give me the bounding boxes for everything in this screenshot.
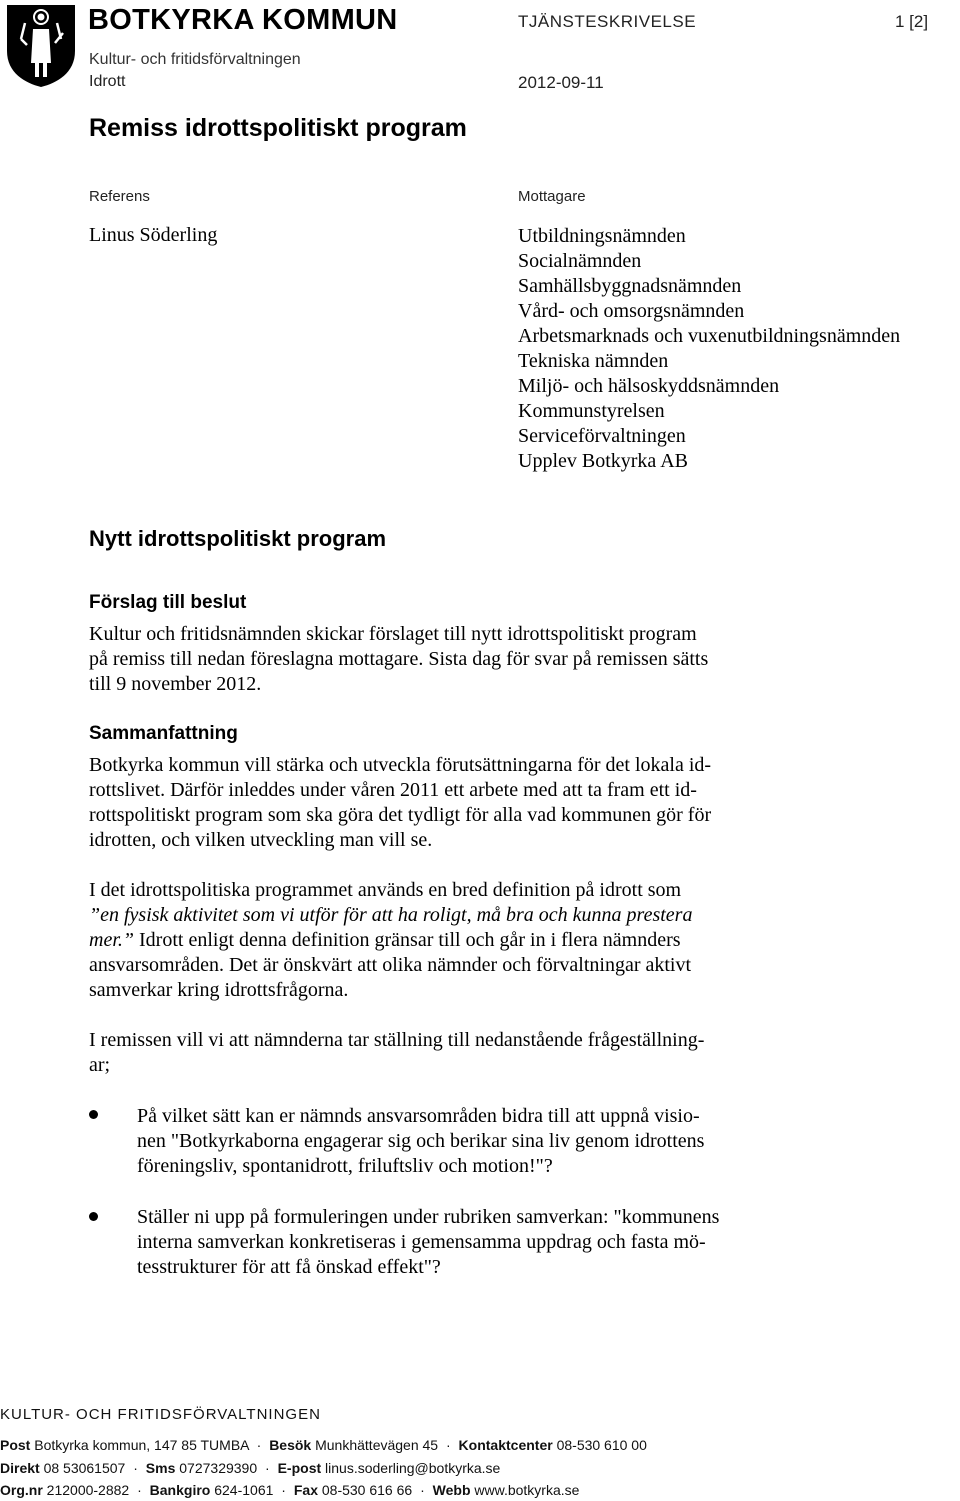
footer-separator: · <box>281 1482 286 1498</box>
footer-label: Bankgiro <box>149 1482 211 1498</box>
recipient-item: Arbetsmarknads och vuxenutbildningsnämnden <box>518 325 901 347</box>
footer-label: Kontaktcenter <box>458 1437 553 1453</box>
text-line: rottspolitiskt program som ska göra det tydligt för alla vad kommunen gör för <box>89 804 712 826</box>
text-line: samverkar kring idrottsfrågorna. <box>89 979 349 1001</box>
text-line: på remiss till nedan föreslagna mottagare. Sista dag för svar på remissen sätts <box>89 648 709 670</box>
recipient-item: Miljö- och hälsoskyddsnämnden <box>518 375 780 397</box>
text-line: tesstrukturer för att få önskad effekt"? <box>137 1256 441 1278</box>
text-line: I remissen vill vi att nämnderna tar ställning till nedanstående frågeställning- <box>89 1029 705 1051</box>
recipients-label: Mottagare <box>518 188 586 205</box>
footer-line-contact <box>0 1460 500 1476</box>
footer-label: Post <box>0 1437 31 1453</box>
footer-label: Direkt <box>0 1460 40 1476</box>
footer-separator: · <box>256 1437 262 1453</box>
footer-web-link[interactable]: www.botkyrka.se <box>474 1482 580 1498</box>
recipient-item: Socialnämnden <box>518 250 642 272</box>
text-line: Kultur och fritidsnämnden skickar förslaget till nytt idrottspolitiskt program <box>89 623 697 645</box>
footer-value: Munkhättevägen 45 <box>315 1437 439 1453</box>
footer-separator: · <box>445 1437 451 1453</box>
footer-value: 0727329390 <box>179 1460 258 1476</box>
reference-label: Referens <box>89 188 150 205</box>
text-line: idrotten, och vilken utveckling man vill se. <box>89 829 433 851</box>
document-date: 2012-09-11 <box>518 73 604 92</box>
recipient-item: Samhällsbyggnadsnämnden <box>518 275 742 297</box>
text-line: rottslivet. Därför inleddes under våren 2011 ett arbete med att ta fram ett id- <box>89 779 697 801</box>
section-heading: Nytt idrottspolitiskt program <box>89 526 387 551</box>
footer-value: 624-1061 <box>214 1482 274 1498</box>
footer-value: 08 53061507 <box>43 1460 126 1476</box>
text-line-italic: ”en fysisk aktivitet som vi utför för att ha roligt, må bra och kunna prestera <box>89 904 693 926</box>
proposal-heading: Förslag till beslut <box>89 592 247 613</box>
bullet-dot <box>89 1212 98 1221</box>
text-line: till 9 november 2012. <box>89 673 262 695</box>
footer-label: E-post <box>277 1460 322 1476</box>
proposal-paragraph <box>89 622 849 697</box>
text-line: ar; <box>89 1054 111 1076</box>
text-line <box>89 928 849 953</box>
recipient-item: Vård- och omsorgsnämnden <box>518 300 745 322</box>
unit-name: Idrott <box>89 73 126 90</box>
page-number: 1 [2] <box>895 12 929 31</box>
bullet-item <box>137 1104 837 1179</box>
recipient-item: Upplev Botkyrka AB <box>518 450 688 472</box>
reference-name: Linus Söderling <box>89 224 218 246</box>
text-line: nen "Botkyrkaborna engagerar sig och berikar sina liv genom idrottens <box>137 1130 705 1152</box>
recipient-item: Kommunstyrelsen <box>518 400 665 422</box>
footer-separator: · <box>133 1460 138 1476</box>
footer-separator: · <box>420 1482 425 1498</box>
footer-line-address <box>0 1437 647 1453</box>
brand-wordmark: BOTKYRKA KOMMUN <box>88 4 398 36</box>
recipient-item: Serviceförvaltningen <box>518 425 686 447</box>
remiss-paragraph <box>89 1028 849 1078</box>
definition-paragraph <box>89 878 849 1003</box>
summary-heading: Sammanfattning <box>89 723 238 744</box>
footer-email-link[interactable]: linus.soderling@botkyrka.se <box>325 1460 501 1476</box>
text-line: interna samverkan konkretiseras i gemensamma uppdrag och fasta mö- <box>137 1231 706 1253</box>
recipients-list <box>518 224 900 474</box>
bullet-item <box>137 1205 837 1280</box>
department-name: Kultur- och fritidsförvaltningen <box>89 51 301 68</box>
footer-label: Sms <box>145 1460 176 1476</box>
footer-value: 212000-2882 <box>46 1482 130 1498</box>
footer-separator: · <box>265 1460 270 1476</box>
text-line: ansvarsområden. Det är önskvärt att olika nämnder och förvaltningar aktivt <box>89 954 692 976</box>
footer-separator: · <box>137 1482 142 1498</box>
botkyrka-coat-of-arms-logo <box>5 3 77 89</box>
text-line: I det idrottspolitiska programmet används en bred definition på idrott som <box>89 879 682 901</box>
bullet-dot <box>89 1110 98 1119</box>
recipient-item: Tekniska nämnden <box>518 350 669 372</box>
footer-label: Besök <box>269 1437 312 1453</box>
footer-label: Fax <box>293 1482 318 1498</box>
footer-label: Org.nr <box>0 1482 43 1498</box>
text-line: föreningsliv, spontanidrott, friluftsliv och motion!"? <box>137 1155 553 1177</box>
definition-continuation: Idrott enligt denna definition gränsar till och går in i flera nämnders <box>134 929 681 951</box>
text-line: Botkyrka kommun vill stärka och utveckla förutsättningarna för det lokala id- <box>89 754 712 776</box>
footer-label: Webb <box>432 1482 471 1498</box>
recipient-item: Utbildningsnämnden <box>518 225 686 247</box>
definition-quote-end: mer.” <box>89 929 135 951</box>
footer-value: 08-530 610 00 <box>556 1437 647 1453</box>
text-line: Ställer ni upp på formuleringen under rubriken samverkan: "kommunens <box>137 1206 720 1228</box>
document-title: Remiss idrottspolitiskt program <box>89 114 467 142</box>
text-line: På vilket sätt kan er nämnds ansvarsområden bidra till att uppnå visio- <box>137 1105 700 1127</box>
footer-value: Botkyrka kommun, 147 85 TUMBA <box>34 1437 249 1453</box>
summary-paragraph <box>89 753 849 853</box>
footer-line-company <box>0 1482 579 1498</box>
footer-department: KULTUR- OCH FRITIDSFÖRVALTNINGEN <box>0 1406 321 1423</box>
document-type: TJÄNSTESKRIVELSE <box>518 12 697 31</box>
footer-value: 08-530 616 66 <box>321 1482 413 1498</box>
